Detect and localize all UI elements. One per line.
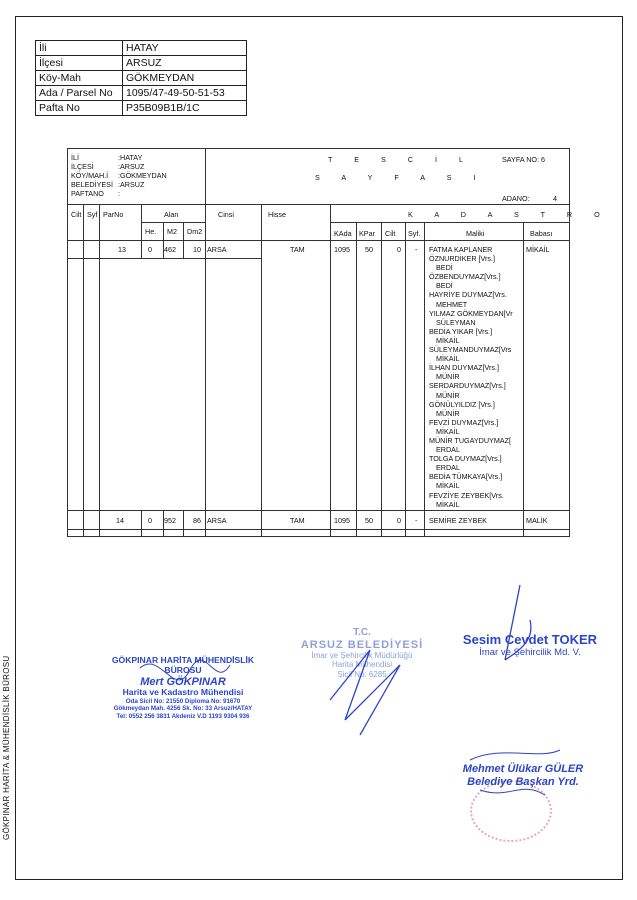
info-il: :HATAY <box>118 153 143 162</box>
owner-father: BEDİ <box>436 263 453 273</box>
owner-name: İLHAN DUYMAZ[Vrs.] <box>429 363 500 373</box>
col-kcilt: Cilt <box>385 229 396 238</box>
r1-ksyf: - <box>415 245 418 254</box>
municipality-stamp-line: T.C. <box>353 627 371 638</box>
owner-name: FATMA KAPLANER <box>429 245 493 254</box>
info-koy: :GÖKMEYDAN <box>118 171 167 180</box>
header-label: İli <box>36 41 123 56</box>
mayor-title: Belediye Başkan Yrd. <box>467 775 579 788</box>
info-koy-label: KÖY/MAH.İ <box>71 171 109 180</box>
title-tescil: T E S C İ L <box>328 155 474 164</box>
signature-mayor <box>470 750 560 795</box>
col-cinsi: Cinsi <box>218 210 234 219</box>
owner-father: ERDAL <box>436 463 460 473</box>
owner-name: FEVZİ DUYMAZ[Vrs.] <box>429 417 499 427</box>
r1-he: 0 <box>148 245 152 254</box>
info-pafta: : <box>118 189 120 198</box>
owner-name: ÖZNURDİKER [Vrs.] <box>429 254 496 264</box>
col-ksyf: Syf. <box>408 229 421 238</box>
office-stamp-line: Oda Sicil No: 21550 Diploma No: 91670 <box>125 698 241 706</box>
info-ilce-label: İLÇESİ <box>71 162 94 171</box>
office-stamp-line: Mert GÖKPINAR <box>140 675 226 688</box>
owner-father: MÜNİR <box>436 372 460 382</box>
info-il-label: İLİ <box>71 153 79 162</box>
col-parno: ParNo <box>103 210 124 219</box>
col-syf: Syf <box>87 210 98 219</box>
info-ilce: :ARSUZ <box>118 162 145 171</box>
r2-he: 0 <box>148 516 152 525</box>
r2-babasi: MALİK <box>526 516 548 525</box>
col-hisse: Hisse <box>268 210 286 219</box>
owner-name: MÜNİR TUGAYDUYMAZ[ <box>429 435 511 445</box>
municipality-stamp-line: Sicil No: 6285 <box>337 669 387 679</box>
owner-father: SÜLEYMAN <box>436 317 476 327</box>
col-he: He. <box>145 227 157 236</box>
office-stamp-line: Gökmeydan Mah. 4256 Sk. No: 33 Arsuz/HATAY <box>113 705 253 713</box>
r2-m2: 952 <box>164 516 176 525</box>
header-label: Pafta No <box>36 101 123 116</box>
r2-kada: 1095 <box>334 516 350 525</box>
col-babasi: Babası <box>530 229 553 238</box>
info-bel: :ARSUZ <box>118 180 145 189</box>
owner-father: MİKAİL <box>436 481 460 491</box>
header-value: ARSUZ <box>123 56 247 71</box>
header-label: İlçesi <box>36 56 123 71</box>
col-dm2: Dm2 <box>187 227 203 236</box>
r2-cinsi: ARSA <box>207 516 227 525</box>
owner-father: MİKAİL <box>436 426 460 436</box>
office-stamp-line: Tel: 0552 256 3831 Akdeniz V.D 1193 9304 936 <box>116 712 250 720</box>
owner-name: YILMAZ GÖKMEYDAN[Vr <box>429 308 513 318</box>
director-name: Sesim Cevdet TOKER <box>462 632 598 647</box>
header-value: 1095/47-49-50-51-53 <box>123 86 247 101</box>
header-value: GÖKMEYDAN <box>123 71 247 86</box>
r2-ksyf: - <box>415 516 418 525</box>
owner-name: TOLGA DUYMAZ[Vrs.] <box>429 454 502 464</box>
col-maliki: Maliki <box>466 229 485 238</box>
r1-kcilt: 0 <box>397 245 401 254</box>
municipality-stamp-line: Harita Mühendisi <box>331 660 393 670</box>
owner-father: MÜNİR <box>436 390 460 400</box>
office-stamp-line: Harita ve Kadastro Mühendisi <box>122 687 244 698</box>
margin-office-text: GÖKPINAR HARİTA & MÜHENDİSLİK BÜROSU <box>2 655 11 840</box>
office-stamp-line: GÖKPINAR HARİTA MÜHENDİSLİK BÜROSU <box>111 655 255 675</box>
adano-label: ADANO: <box>502 194 530 203</box>
owner-name: BEDİA TÜMKAYA[Vrs.] <box>429 472 503 482</box>
r2-maliki: SEMİRE ZEYBEK <box>429 516 487 525</box>
col-m2: M2 <box>167 227 177 236</box>
owner-name: SÜLEYMANDUYMAZ[Vrs <box>429 345 512 355</box>
owner-father: MİKAİL <box>436 499 460 509</box>
header-value: P35B09B1B/1C <box>123 101 247 116</box>
mayor-name: Mehmet Ülükar GÜLER <box>462 763 584 775</box>
r2-dm2: 86 <box>193 516 201 525</box>
owner-father: MİKAİL <box>436 354 460 364</box>
header-label: Köy-Mah <box>36 71 123 86</box>
municipality-stamp-line: İmar ve Şehircilik Müdürlüğü <box>311 651 413 661</box>
owner-name: GÖNÜLYILDIZ [Vrs.] <box>429 399 495 409</box>
municipality-stamp-line: ARSUZ BELEDİYESİ <box>300 638 424 651</box>
title-sayfasi: S A Y F A S I <box>315 173 486 182</box>
header-label: Ada / Parsel No <box>36 86 123 101</box>
owner-name: BEDİA YIKAR [Vrs.] <box>429 326 493 336</box>
info-bel-label: BELEDİYESİ <box>71 180 113 189</box>
signature-director <box>505 585 531 660</box>
r2-parno: 14 <box>116 516 124 525</box>
owner-father: ERDAL <box>436 445 460 455</box>
owner-father: MEHMET <box>436 299 468 309</box>
owner-name: FEVZİYE ZEYBEK[Vrs. <box>429 490 504 500</box>
col-alan: Alan <box>164 210 179 219</box>
r1-hisse: TAM <box>290 245 305 254</box>
r1-kada: 1095 <box>334 245 350 254</box>
owner-father: BEDİ <box>436 281 453 291</box>
col-kadastro: K A D A S T R O <box>408 210 610 219</box>
r2-kcilt: 0 <box>397 516 401 525</box>
owner-father: MİKAİL <box>436 335 460 345</box>
r1-m2: 462 <box>164 245 176 254</box>
owner-name: HAYRİYE DUYMAZ[Vrs. <box>429 290 507 300</box>
adano-value: 4 <box>553 194 557 203</box>
r1-babasi: MİKAİL <box>526 245 550 254</box>
owner-name: SERDARDUYMAZ[Vrs.] <box>429 381 506 391</box>
r1-cinsi: ARSA <box>207 245 227 254</box>
signature-municipality <box>330 650 400 735</box>
r1-kpar: 50 <box>365 245 373 254</box>
sayfa-no: SAYFA NO: 6 <box>502 155 546 164</box>
col-kpar: KPar <box>359 229 375 238</box>
r2-kpar: 50 <box>365 516 373 525</box>
info-pafta-label: PAFTANO <box>71 189 104 198</box>
owner-father: MÜNİR <box>436 408 460 418</box>
owner-name: ÖZBENDUYMAZ[Vrs.] <box>429 272 501 282</box>
r2-hisse: TAM <box>290 516 305 525</box>
col-kada: KAda <box>334 229 352 238</box>
r1-parno: 13 <box>118 245 126 254</box>
header-value: HATAY <box>123 41 247 56</box>
director-title: İmar ve Şehircilik Md. V. <box>479 646 581 658</box>
r1-dm2: 10 <box>193 245 201 254</box>
signature-office <box>140 660 230 680</box>
col-cilt: Cilt <box>71 210 82 219</box>
